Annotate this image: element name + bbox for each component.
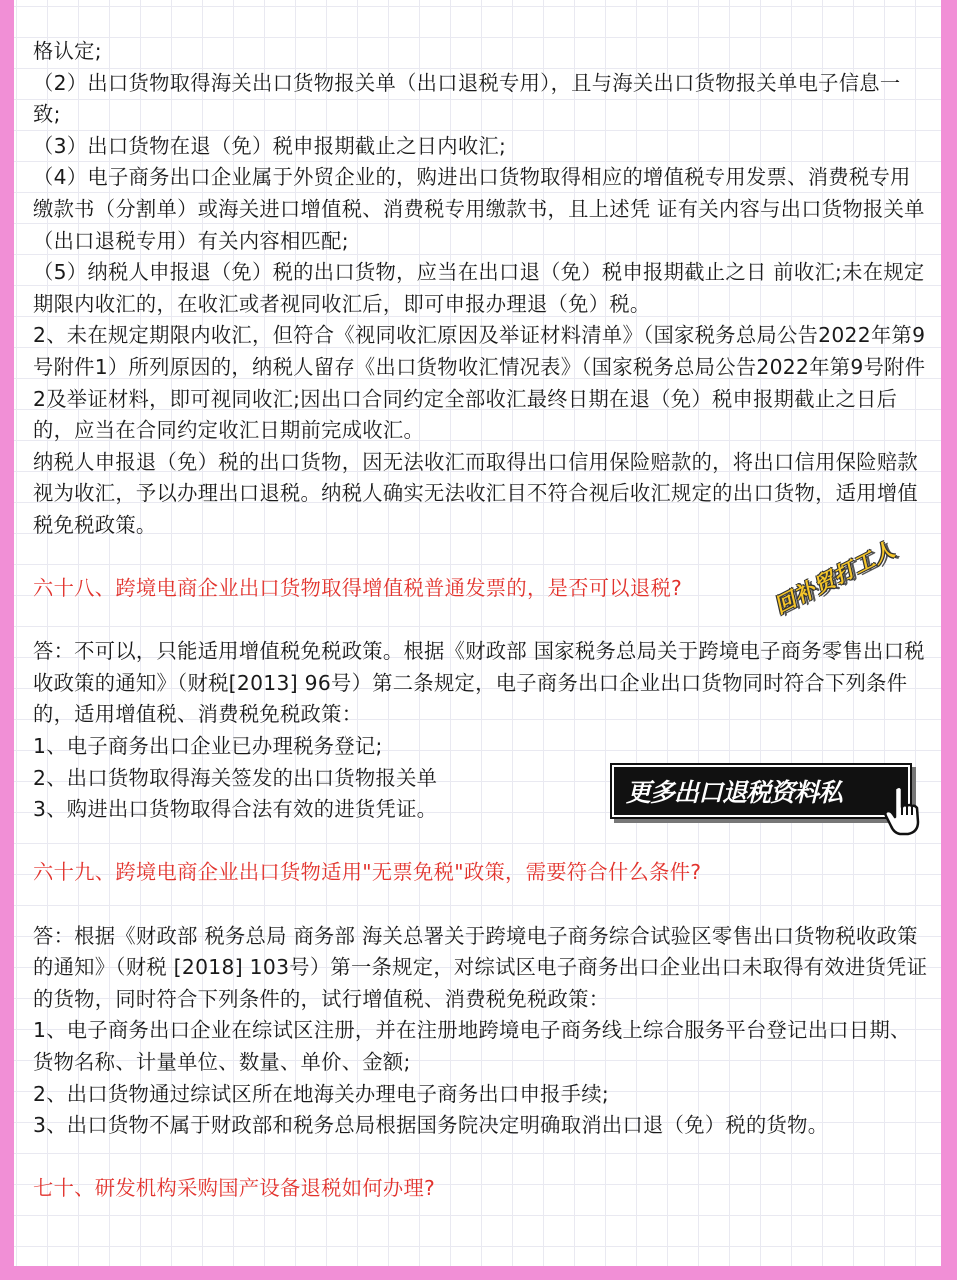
paragraph: 纳税人申报退（免）税的出口货物，因无法收汇而取得出口信用保险赔款的，将出口信用保险赔款视为收汇，予以办理出口退税。纳税人确实无法收汇目不符合视后收汇规定的出口货物，适用增值税免税政策。 bbox=[33, 449, 918, 537]
paragraph: （2）出口货物取得海关出口货物报关单（出口退税专用），且与海关出口货物报关单电子信息一致; bbox=[33, 70, 901, 127]
document-page bbox=[14, 0, 941, 1266]
paragraph: 格认定; bbox=[33, 39, 102, 63]
paragraph: 3、出口货物不属于财政部和税务总局根据国务院决定明确取消出口退（免）税的货物。 bbox=[33, 1113, 829, 1138]
spacer bbox=[33, 826, 928, 858]
pointer-hand-icon bbox=[884, 784, 924, 836]
question-heading-68: 六十八、跨境电商企业出口货物取得增值税普通发票的，是否可以退税? bbox=[33, 576, 683, 601]
paragraph: 2、出口货物通过综试区所在地海关办理电子商务出口申报手续; bbox=[33, 1081, 610, 1106]
question-heading-70: 七十、研发机构采购国产设备退税如何办理? bbox=[33, 1176, 436, 1201]
paragraph: （4）电子商务出口企业属于外贸企业的，购进出口货物取得相应的增值税专用发票、消费税专用缴款书（分割单）或海关进口增值税、消费税专用缴款书，且上述凭 证有关内容与出口货物报关单（出口退税专用）有关内容相匹配; bbox=[33, 165, 925, 253]
paragraph: 3、购进出口货物取得合法有效的进货凭证。 bbox=[33, 797, 438, 822]
spacer bbox=[33, 542, 928, 574]
paragraph: 答：根据《财政部 税务总局 商务部 海关总署关于跨境电子商务综合试验区零售出口货物税收政策的通知》（财税 [2018] 103号）第一条规定，对综试区电子商务出口企业出口未取得有效进货凭证的货物，同时符合下列条件的，试行增值税、消费税免税政策： bbox=[33, 923, 928, 1011]
paragraph: 1、电子商务出口企业已办理税务登记; bbox=[33, 734, 383, 759]
paragraph: （5）纳税人申报退（免）税的出口货物，应当在出口退（免）税申报期截止之日 前收汇;未在规定期限内收汇的，在收汇或者视同收汇后，即可申报办理退（免）税。 bbox=[33, 260, 925, 316]
spacer bbox=[33, 1142, 928, 1174]
worker-stamp-sticker: 回补贸打工人 bbox=[770, 537, 899, 619]
paragraph: 答：不可以，只能适用增值税免税政策。根据《财政部 国家税务总局关于跨境电子商务零售出口税收政策的通知》（财税[2013] 96号）第二条规定，电子商务出口企业出口货物同时符合下列条件的，适用增值税、消费税免税政策： bbox=[33, 639, 925, 727]
question-heading-69: 六十九、跨境电商企业出口货物适用"无票免税"政策，需要符合什么条件? bbox=[33, 860, 702, 885]
paragraph: （3）出口货物在退（免）税申报期截止之日内收汇; bbox=[33, 133, 507, 158]
spacer bbox=[33, 889, 928, 921]
promo-banner[interactable]: 更多出口退税资料私 bbox=[612, 765, 910, 817]
paragraph: 2、出口货物取得海关签发的出口货物报关单 bbox=[33, 765, 438, 790]
paragraph: 1、电子商务出口企业在综试区注册，并在注册地跨境电子商务线上综合服务平台登记出口日期、货物名称、计量单位、数量、单价、金额; bbox=[33, 1018, 911, 1074]
paragraph: 2、未在规定期限内收汇，但符合《视同收汇原因及举证材料清单》（国家税务总局公告2022年第9号附件1）所列原因的，纳税人留存《出口货物收汇情况表》（国家税务总局公告2022年第9号附件2及举证材料，即可视同收汇;因出口合同约定全部收汇最终日期在退（免）税申报期截止之日后的，应当在合同约定收汇日期前完成收汇。 bbox=[33, 323, 926, 443]
